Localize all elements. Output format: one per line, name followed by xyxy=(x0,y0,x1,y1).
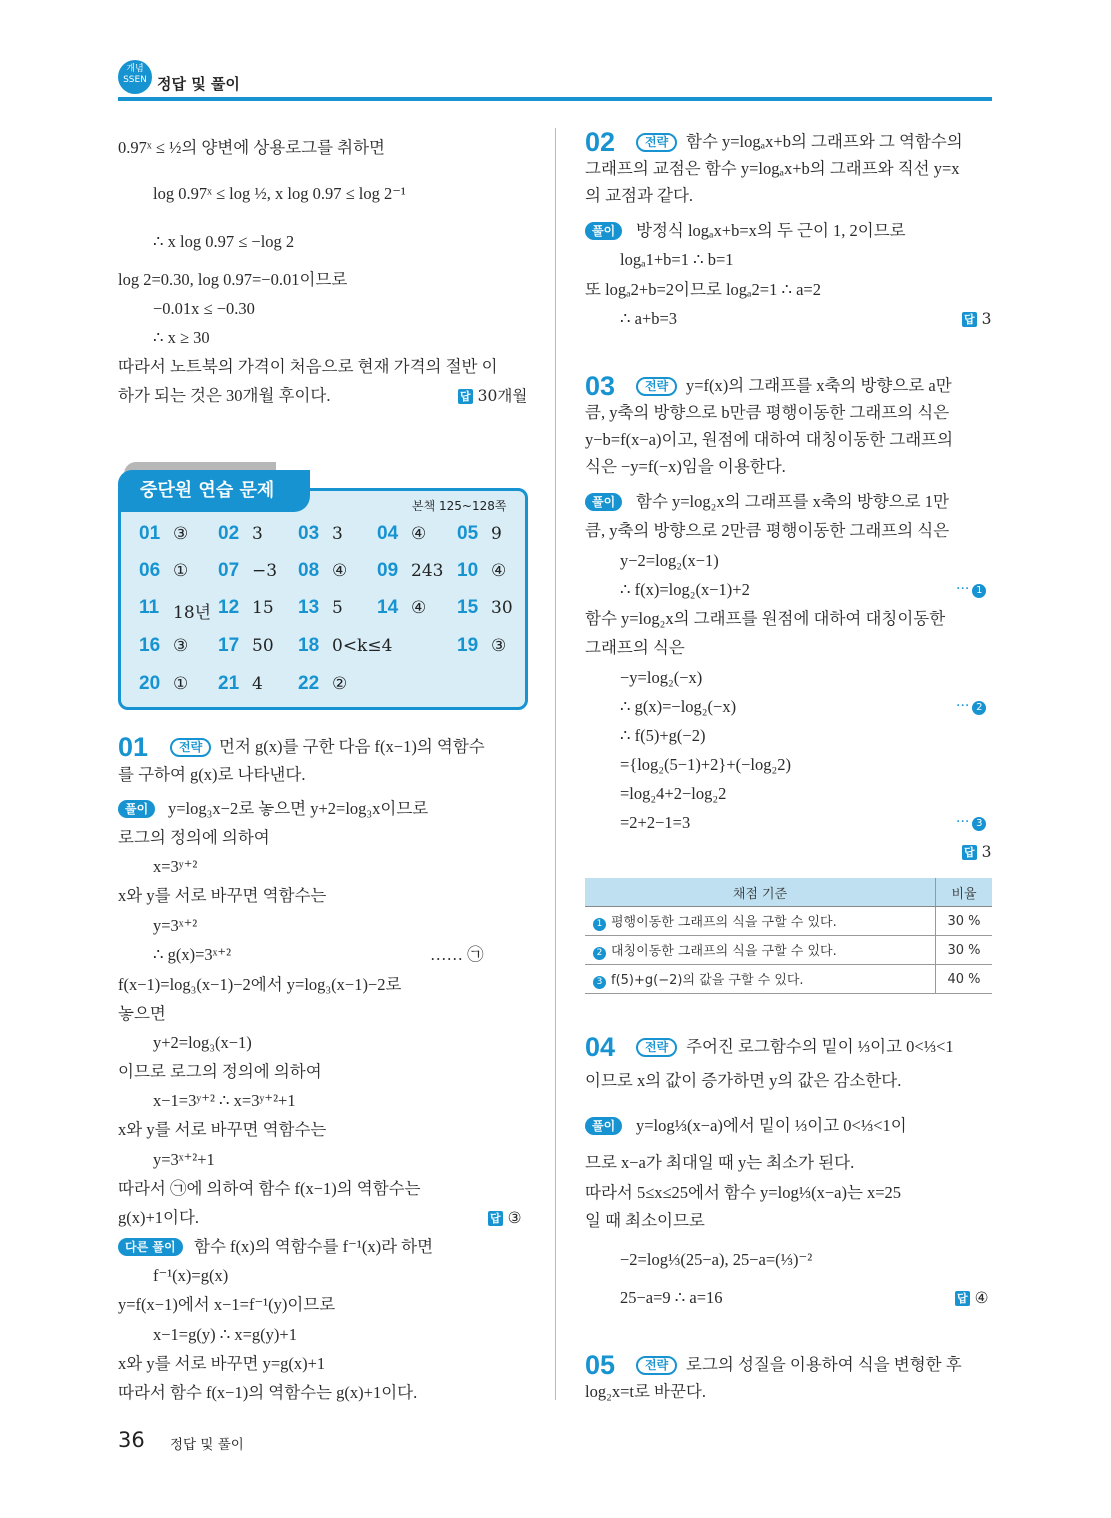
text-line: 함수 y=logₐx+b의 그래프와 그 역함수의 xyxy=(686,132,963,151)
text-line: 로그의 성질을 이용하여 식을 변형한 후 xyxy=(686,1355,962,1374)
text-line: log₂x=t로 바꾼다. xyxy=(585,1382,706,1401)
section-number: 01 xyxy=(118,732,149,762)
text-line: 이므로 로그의 정의에 의하여 xyxy=(118,1062,322,1081)
step-number-icon: 2 xyxy=(593,947,606,960)
answer-item-number: 02 xyxy=(218,523,240,544)
logo-text-top: 개념 xyxy=(126,64,144,74)
answer-item-number: 15 xyxy=(457,597,479,618)
section-number: 03 xyxy=(585,371,616,401)
section-number: 02 xyxy=(585,127,616,157)
text-line: y+2=log₃(x−1) xyxy=(153,1033,252,1052)
text-line: 로그의 정의에 의하여 xyxy=(118,828,270,847)
text-line: 를 구하여 g(x)로 나타낸다. xyxy=(118,765,306,784)
answer-item-number: 16 xyxy=(139,635,161,656)
solution-badge: 풀이 xyxy=(585,1117,622,1135)
text-line: 따라서 5≤x≤25에서 함수 y=log⅓(x−a)는 x=25 xyxy=(585,1183,902,1202)
answer-item-value: 18년 xyxy=(173,603,212,623)
solution-badge: 풀이 xyxy=(585,493,622,511)
strategy-badge: 전략 xyxy=(170,738,211,757)
answer-marker xyxy=(962,842,992,862)
text-line: =2+2−1=3 xyxy=(620,813,691,832)
step-number-icon: 3 xyxy=(972,817,986,831)
text-line: −0.01x ≤ −0.30 xyxy=(153,299,255,318)
answer-item-value: 3 xyxy=(252,524,263,544)
table-row xyxy=(585,965,992,994)
answer-item-value: 9 xyxy=(491,524,502,544)
answer-item-number: 14 xyxy=(377,597,399,618)
answer-icon: 답 xyxy=(460,390,471,403)
table-row xyxy=(585,936,992,965)
text-line: =log₂4+2−log₂2 xyxy=(620,784,727,803)
text-line: f⁻¹(x)=g(x) xyxy=(153,1266,229,1285)
text-line: …… ㉠ xyxy=(430,945,484,964)
text-line: 주어진 로그함수의 밑이 ⅓이고 0<⅓<1 xyxy=(686,1037,954,1056)
answer-item-value: ④ xyxy=(332,561,348,581)
ratio-cell: 30 % xyxy=(936,936,993,965)
text-line: ∴ g(x)=−log₂(−x) xyxy=(620,697,737,716)
answer-item-value: ③ xyxy=(491,636,507,656)
answer-item-value: ④ xyxy=(491,561,507,581)
text-line: y=log₃x−2로 놓으면 y+2=log₃x이므로 xyxy=(168,799,429,818)
text-line: x−1=3ʸ⁺² ∴ x=3ʸ⁺²+1 xyxy=(153,1091,296,1110)
answer-item-value: 4 xyxy=(252,674,263,694)
step-number-icon: 3 xyxy=(593,976,606,989)
text-line: x와 y를 서로 바꾸면 역함수는 xyxy=(118,886,327,905)
section-number: 05 xyxy=(585,1350,616,1380)
answer-item-value: ③ xyxy=(173,524,189,544)
page-number: 36 xyxy=(118,1428,145,1452)
answer-value: 3 xyxy=(981,310,992,328)
answer-item-value: 5 xyxy=(332,598,343,618)
text-line: 큼, y축의 방향으로 b만큼 평행이동한 그래프의 식은 xyxy=(585,403,950,422)
answer-item-value: 0<k≤4 xyxy=(332,636,393,656)
text-line: 따라서 함수 f(x−1)의 역함수는 g(x)+1이다. xyxy=(118,1383,418,1402)
answer-item-number: 18 xyxy=(298,635,320,656)
step-number-icon: 1 xyxy=(593,918,606,931)
answer-item-number: 12 xyxy=(218,597,240,618)
text-line: 큼, y축의 방향으로 2만큼 평행이동한 그래프의 식은 xyxy=(585,521,950,540)
text-line: x=3ʸ⁺² xyxy=(153,857,198,876)
text-line: 놓으면 xyxy=(118,1004,166,1023)
text-line: ∴ a+b=3 xyxy=(620,309,678,328)
answer-item-number: 19 xyxy=(457,635,479,656)
ratio-cell: 40 % xyxy=(936,965,993,994)
table-header-criterion: 채점 기준 xyxy=(585,878,936,907)
answer-item-number: 08 xyxy=(298,560,320,581)
text-line: log 2=0.30, log 0.97=−0.01이므로 xyxy=(118,270,348,289)
answer-item-number: 03 xyxy=(298,523,320,544)
text-line: 이므로 x의 값이 증가하면 y의 값은 감소한다. xyxy=(585,1071,902,1090)
text-line: 먼저 g(x)를 구한 다음 f(x−1)의 역함수 xyxy=(219,737,485,756)
strategy-badge: 전략 xyxy=(636,1356,677,1375)
text-line: f(x−1)=log₃(x−1)−2에서 y=log₃(x−1)−2로 xyxy=(118,975,402,994)
text-line: 일 때 최소이므로 xyxy=(585,1211,705,1230)
answer-item-value: ④ xyxy=(411,524,427,544)
text-line: logₐ1+b=1 ∴ b=1 xyxy=(620,250,734,269)
answer-item-number: 09 xyxy=(377,560,399,581)
solution-badge: 풀이 xyxy=(585,222,622,240)
column-divider xyxy=(555,128,556,1400)
answer-icon: 답 xyxy=(957,1292,968,1305)
answer-value: 3 xyxy=(981,843,992,861)
step-number-icon: 2 xyxy=(972,701,986,715)
text-line: −y=log₂(−x) xyxy=(620,668,703,687)
text-line: g(x)+1이다. xyxy=(118,1208,200,1227)
section-number: 04 xyxy=(585,1032,616,1062)
text-line: 므로 x−a가 최대일 때 y는 최소가 된다. xyxy=(585,1153,855,1172)
answer-item-number: 11 xyxy=(139,597,160,618)
text-line: y−2=log₂(x−1) xyxy=(620,551,719,570)
text-line: 방정식 logₐx+b=x의 두 근이 1, 2이므로 xyxy=(636,221,906,240)
answer-box-source: 본책 125~128쪽 xyxy=(412,499,507,513)
answer-marker xyxy=(488,1208,522,1228)
ratio-cell: 30 % xyxy=(936,907,993,936)
text-line: 하가 되는 것은 30개월 후이다. xyxy=(118,386,331,405)
answer-icon: 답 xyxy=(964,846,975,859)
answer-marker xyxy=(955,1288,989,1308)
footer-title: 정답 및 풀이 xyxy=(170,1437,244,1453)
criterion-text: 대칭이동한 그래프의 식을 구할 수 있다. xyxy=(611,944,837,959)
strategy-badge: 전략 xyxy=(636,133,677,152)
answer-item-value: 3 xyxy=(332,524,343,544)
answer-box-title: 중단원 연습 문제 xyxy=(118,470,310,512)
table-row xyxy=(585,907,992,936)
solution-badge: 풀이 xyxy=(118,800,155,818)
answer-item-value: ④ xyxy=(411,598,427,618)
answer-item-value: ① xyxy=(173,674,189,694)
table-header-ratio: 비율 xyxy=(936,878,993,907)
text-line: 의 교점과 같다. xyxy=(585,186,694,205)
text-line: 식은 −y=f(−x)임을 이용한다. xyxy=(585,457,786,476)
text-line: y=f(x)의 그래프를 x축의 방향으로 a만 xyxy=(686,376,952,395)
step-number-icon: 1 xyxy=(972,584,986,598)
brand-logo xyxy=(118,60,152,94)
logo-text-bottom: SSEN xyxy=(123,75,147,85)
answer-marker xyxy=(458,386,527,406)
text-line: y=log⅓(x−a)에서 밑이 ⅓이고 0<⅓<1이 xyxy=(636,1116,907,1135)
text-line: ∴ x log 0.97 ≤ −log 2 xyxy=(153,232,295,251)
answer-item-value: ② xyxy=(332,674,348,694)
grading-criteria-table xyxy=(585,878,992,994)
text-line: y=f(x−1)에서 x−1=f⁻¹(y)이므로 xyxy=(118,1295,336,1314)
answer-item-number: 04 xyxy=(377,523,399,544)
answer-item-number: 17 xyxy=(218,635,240,656)
text-line: y=3ˣ⁺² xyxy=(153,916,198,935)
answer-item-number: 07 xyxy=(218,560,240,581)
text-line: x−1=g(y) ∴ x=g(y)+1 xyxy=(153,1325,297,1344)
alt-solution-badge: 다른 풀이 xyxy=(118,1238,183,1256)
answer-item-value: −3 xyxy=(252,561,278,581)
answer-item-value: ③ xyxy=(173,636,189,656)
text-line: log 0.97ˣ ≤ log ½, x log 0.97 ≤ log 2⁻¹ xyxy=(153,184,406,203)
text-line: −2=log⅓(25−a), 25−a=(⅓)⁻² xyxy=(620,1250,813,1269)
answer-item-value: 30 xyxy=(491,598,513,618)
answer-icon: 답 xyxy=(490,1212,501,1225)
answer-value: 30개월 xyxy=(477,387,528,405)
answer-item-number: 20 xyxy=(139,673,161,694)
text-line: 함수 f(x)의 역함수를 f⁻¹(x)라 하면 xyxy=(194,1237,434,1256)
answer-value: ③ xyxy=(507,1209,522,1227)
text-line: y−b=f(x−a)이고, 원점에 대하여 대칭이동한 그래프의 xyxy=(585,430,954,449)
text-line: ∴ f(5)+g(−2) xyxy=(620,726,706,745)
answer-item-value: 50 xyxy=(252,636,274,656)
text-line: 따라서 ㉠에 의하여 함수 f(x−1)의 역함수는 xyxy=(118,1179,421,1198)
text-line: 함수 y=log₂x의 그래프를 x축의 방향으로 1만 xyxy=(636,492,949,511)
answer-item-number: 13 xyxy=(298,597,320,618)
answer-value: ④ xyxy=(974,1289,989,1307)
text-line: 25−a=9 ∴ a=16 xyxy=(620,1288,723,1307)
answer-item-number: 01 xyxy=(139,523,161,544)
criterion-text: 평행이동한 그래프의 식을 구할 수 있다. xyxy=(611,915,837,930)
answer-icon: 답 xyxy=(964,313,975,326)
text-line: ∴ x ≥ 30 xyxy=(153,328,210,347)
step-marker: ··· 1 xyxy=(956,581,986,598)
answer-item-number: 05 xyxy=(457,523,479,544)
answer-item-value: ① xyxy=(173,561,189,581)
text-line: x와 y를 서로 바꾸면 역함수는 xyxy=(118,1120,327,1139)
answer-item-value: 243 xyxy=(411,561,444,581)
answer-marker xyxy=(962,309,992,329)
answer-item-number: 10 xyxy=(457,560,479,581)
answer-item-number: 06 xyxy=(139,560,161,581)
text-line: ∴ g(x)=3ˣ⁺² xyxy=(153,945,232,964)
text-line: ={log₂(5−1)+2}+(−log₂2) xyxy=(620,755,792,774)
page-header-title: 정답 및 풀이 xyxy=(157,75,240,93)
answer-item-value: 15 xyxy=(252,598,274,618)
strategy-badge: 전략 xyxy=(636,377,677,396)
text-line: 그래프의 교점은 함수 y=logₐx+b의 그래프와 직선 y=x xyxy=(585,159,960,178)
answer-item-number: 21 xyxy=(218,673,240,694)
text-line: 따라서 노트북의 가격이 처음으로 현재 가격의 절반 이 xyxy=(118,357,498,376)
header-divider xyxy=(118,97,992,101)
step-marker: ··· 3 xyxy=(956,814,986,831)
text-line: 그래프의 식은 xyxy=(585,638,685,657)
text-line: y=3ˣ⁺²+1 xyxy=(153,1150,215,1169)
answer-item-number: 22 xyxy=(298,673,320,694)
text-line: 함수 y=log₂x의 그래프를 원점에 대하여 대칭이동한 xyxy=(585,609,946,628)
text-line: 또 logₐ2+b=2이므로 logₐ2=1 ∴ a=2 xyxy=(585,280,821,299)
text-line: x와 y를 서로 바꾸면 y=g(x)+1 xyxy=(118,1354,326,1373)
text-line: ∴ f(x)=log₂(x−1)+2 xyxy=(620,580,750,599)
text-line: 0.97ˣ ≤ ½의 양변에 상용로그를 취하면 xyxy=(118,138,385,157)
strategy-badge: 전략 xyxy=(636,1038,677,1057)
criterion-text: f(5)+g(−2)의 값을 구할 수 있다. xyxy=(611,973,804,988)
step-marker: ··· 2 xyxy=(956,698,986,715)
